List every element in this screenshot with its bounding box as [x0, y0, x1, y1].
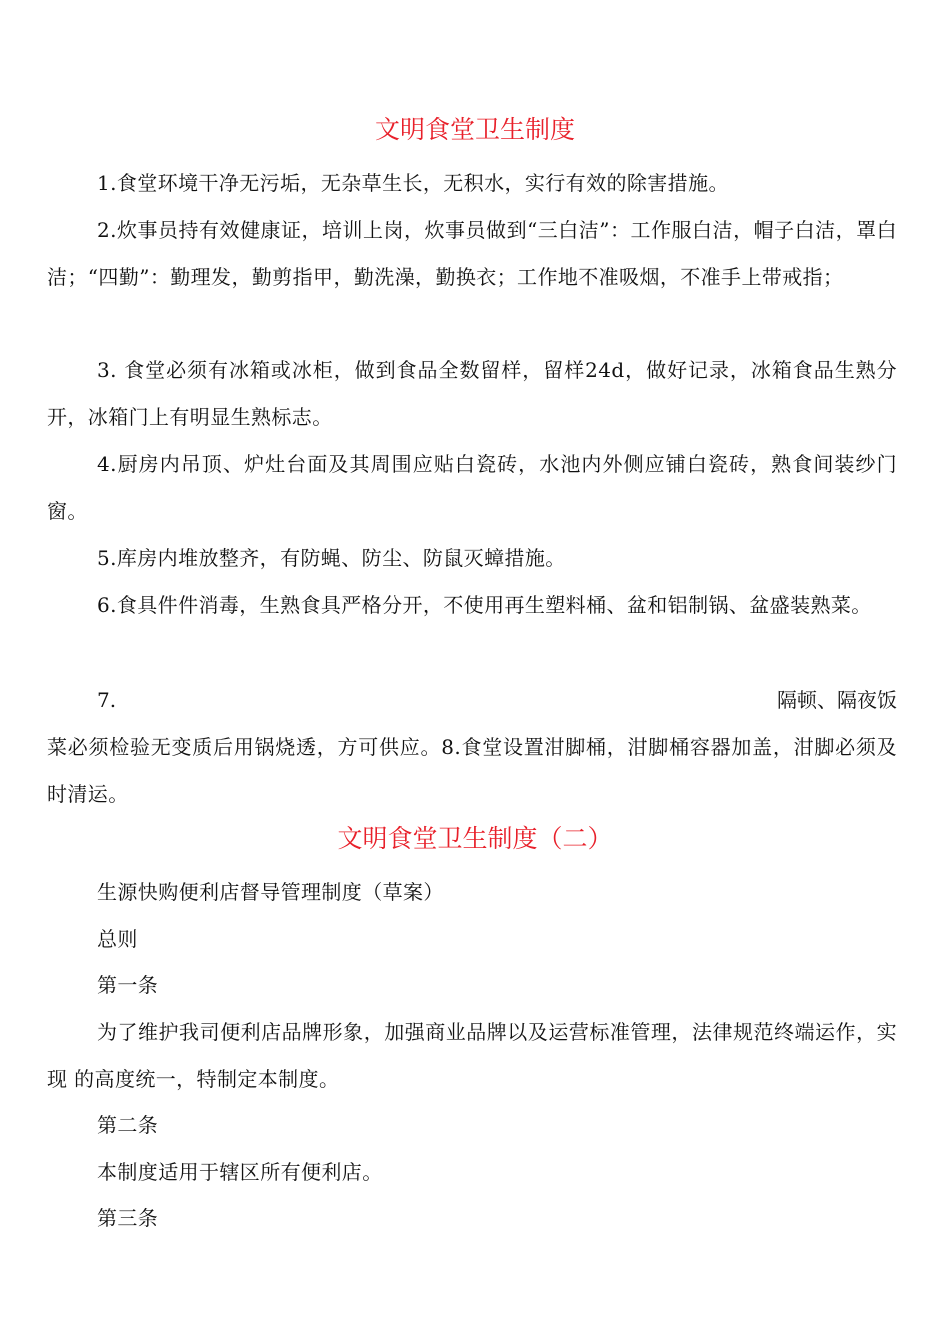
paragraph-2: 2.炊事员持有效健康证，培训上岗，炊事员做到“三白洁”：工作服白洁，帽子白洁，罩白洁；“四勤”：勤理发，勤剪指甲，勤洗澡，勤换衣；工作地不准吸烟，不准手上带戒指； [47, 218, 897, 289]
paragraph-4: 4.厨房内吊顶、炉灶台面及其周围应贴白瓷砖，水池内外侧应铺白瓷砖，熟食间装纱门窗。 [47, 452, 897, 523]
doc-title: 文明食堂卫生制度 [374, 115, 575, 144]
paragraph-3: 3. 食堂必须有冰箱或冰柜，做到食品全数留样，留样24d，做好记录，冰箱食品生熟分开，冰箱门上有明显生熟标志。 [47, 358, 897, 429]
article-1-text: 为了维护我司便利店品牌形象，加强商业品牌以及运营标准管理，法律规范终端运作，实现 的高度统一，特制定本制度。 [47, 1020, 897, 1091]
paragraph-6: 6.食具件件消毒，生熟食具严格分开，不使用再生塑料桶、盆和铝制锅、盆盛装熟菜。 [97, 593, 872, 617]
paragraph-7-right-text: 隔顿、隔夜饭 [777, 688, 897, 712]
doc-subtitle: 文明食堂卫生制度（二） [337, 824, 613, 853]
section-heading: 生源快购便利店督导管理制度（草案） [97, 880, 444, 904]
paragraph-7-first-line [47, 677, 897, 724]
article-2: 第二条 [97, 1113, 159, 1137]
paragraph-7-number: 7. [97, 688, 117, 712]
article-2-text: 本制度适用于辖区所有便利店。 [97, 1160, 383, 1184]
paragraph-1: 1.食堂环境干净无污垢，无杂草生长，无积水，实行有效的除害措施。 [97, 171, 729, 195]
paragraph-7-continuation: 菜必须检验无变质后用锅烧透，方可供应。8.食堂设置泔脚桶，泔脚桶容器加盖，泔脚必须及时清运。 [47, 735, 897, 806]
general-provisions: 总则 [97, 927, 138, 951]
paragraph-5: 5.库房内堆放整齐，有防蝇、防尘、防鼠灭蟑措施。 [97, 546, 566, 570]
article-3: 第三条 [97, 1206, 159, 1230]
article-1: 第一条 [97, 973, 159, 997]
